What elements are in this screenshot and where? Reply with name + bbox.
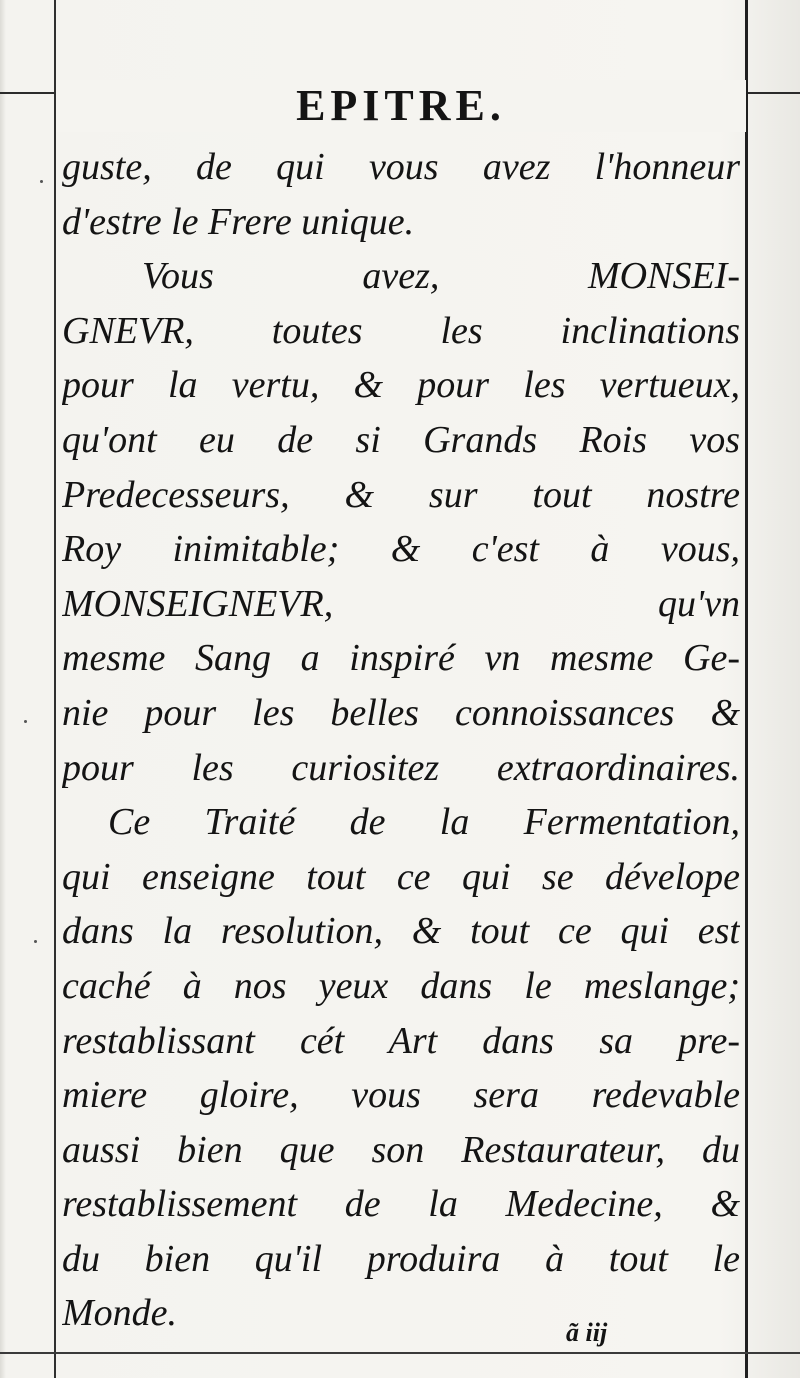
text-line: Predecesseurs, & sur tout nostre	[62, 473, 740, 516]
text-line: caché à nos yeux dans le meslange;	[62, 964, 740, 1007]
text-line: pour la vertu, & pour les vertueux,	[62, 364, 740, 407]
footer-rule	[0, 1352, 800, 1354]
left-margin-rule	[54, 0, 56, 1378]
text-line: mesme Sang a inspiré vn mesme Ge-	[62, 637, 740, 680]
text-line: restablissant cét Art dans sa pre-	[62, 1019, 740, 1062]
text-line: Vous avez, MONSEI-	[142, 255, 740, 298]
text-line: guste, de qui vous avez l'honneur	[62, 146, 740, 188]
text-line: qu'ont eu de si Grands Rois vos	[62, 418, 740, 461]
signature-mark: ã iij	[566, 1318, 608, 1347]
text-line: Roy inimitable; & c'est à vous,	[62, 528, 740, 571]
ink-speck	[24, 720, 27, 723]
text-line: aussi bien que son Restaurateur, du	[62, 1128, 740, 1171]
ink-speck	[34, 940, 37, 943]
text-line: restablissement de la Medecine, &	[62, 1183, 740, 1226]
text-line: Monde.	[62, 1292, 178, 1335]
text-line: nie pour les belles connoissances &	[62, 691, 740, 734]
text-line: MONSEIGNEVR, qu'vn	[62, 582, 740, 625]
text-line: dans la resolution, & tout ce qui est	[62, 910, 740, 953]
text-line: du bien qu'il produira à tout le	[62, 1237, 740, 1280]
text-line: pour les curiositez extraordinaires.	[62, 746, 740, 789]
text-line: d'estre le Frere unique.	[62, 200, 415, 243]
text-line: miere gloire, vous sera redevable	[62, 1074, 740, 1117]
epistle-text	[62, 140, 740, 1341]
running-header: EPITRE.	[56, 80, 746, 132]
text-line: Ce Traité de la Fermentation,	[108, 801, 740, 844]
right-margin-rule	[745, 0, 748, 1378]
ink-speck	[40, 180, 43, 183]
text-line: qui enseigne tout ce qui se dévelope	[62, 855, 740, 898]
text-line: GNEVR, toutes les inclinations	[62, 309, 740, 352]
